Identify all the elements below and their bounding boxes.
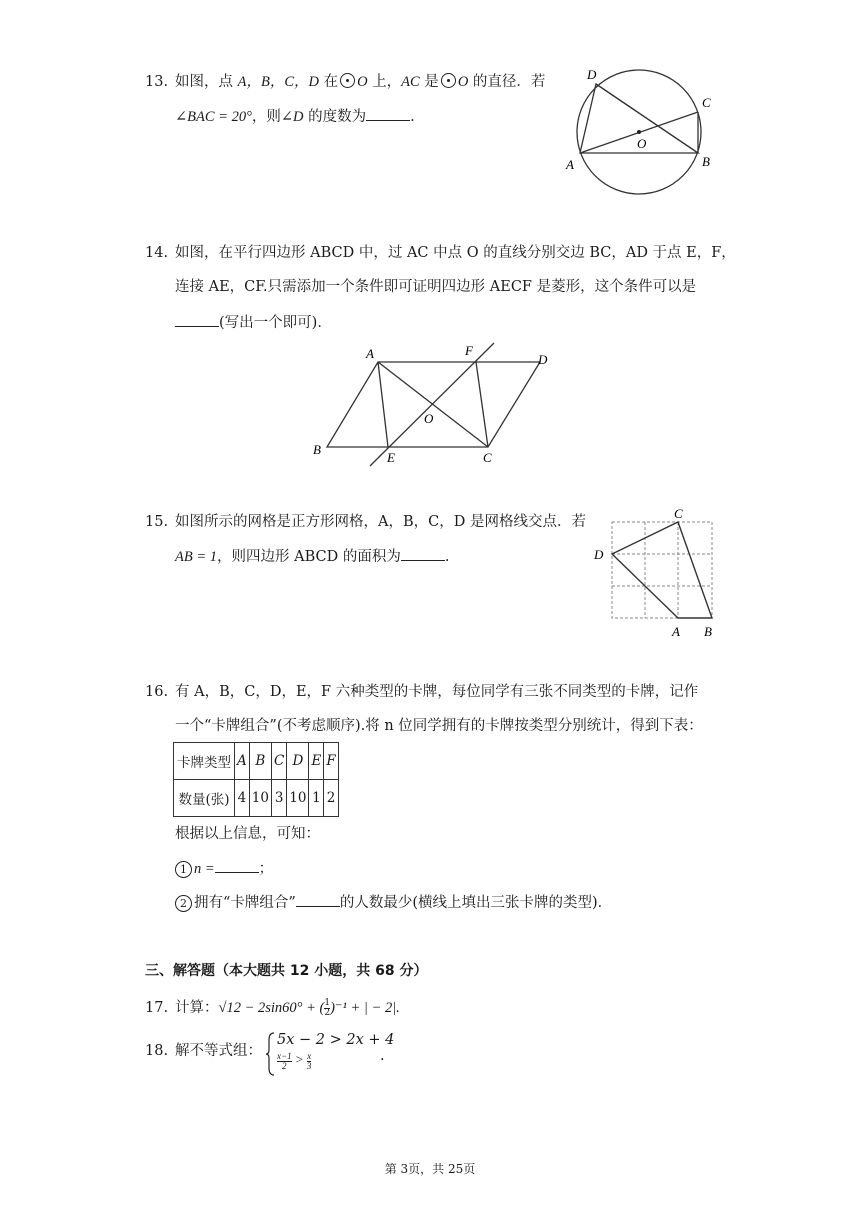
point-label-b: B bbox=[702, 154, 710, 169]
q17-number: 17. bbox=[145, 1000, 169, 1016]
answer-blank bbox=[215, 858, 259, 873]
q15-line1: 如图所示的网格是正方形网格，A，B，C，D 是网格线交点．若 bbox=[175, 514, 586, 530]
table-row-header bbox=[174, 743, 339, 780]
table-cell: F bbox=[324, 743, 338, 780]
inequality-1: 5x − 2 > 2x + 4 bbox=[277, 1032, 395, 1048]
inequality-2: $\frac{x-1}{2}$ > $\frac{x}{3}$ bbox=[277, 1051, 312, 1071]
point-label-f: F bbox=[465, 343, 473, 358]
point-label-c: C bbox=[483, 450, 492, 465]
point-label-d: D bbox=[594, 547, 604, 562]
q18-end: . bbox=[380, 1048, 385, 1064]
q15-grid-figure bbox=[588, 502, 723, 642]
table-cell: 卡牌类型 bbox=[174, 743, 235, 780]
answer-blank bbox=[296, 892, 340, 907]
point-label-d: D bbox=[587, 67, 597, 82]
page-footer: 第 3页，共 25页 bbox=[384, 1162, 476, 1176]
table-cell: E bbox=[309, 743, 324, 780]
q18-label: 解不等式组： bbox=[175, 1043, 262, 1059]
table-cell: D bbox=[287, 743, 309, 780]
answer-blank bbox=[175, 312, 219, 327]
q16-number: 16. bbox=[145, 684, 169, 700]
card-count-table bbox=[173, 742, 339, 817]
section-heading: 三、解答题（本大题共 12 小题，共 68 分） bbox=[145, 963, 428, 979]
q17-expression: 计算：√12 − 2sin60° + ( $\frac{1}{2}$ )⁻¹ + | − 2|. bbox=[175, 997, 400, 1018]
point-label-a: A bbox=[672, 624, 680, 639]
q14-line3: (写出一个即可)． bbox=[175, 312, 332, 333]
point-label-a: A bbox=[366, 346, 374, 361]
q16-line2: 一个“卡牌组合”(不考虑顺序).将 n 位同学拥有的卡牌按类型分别统计，得到下表： bbox=[175, 718, 703, 734]
q16-line1: 有 A，B，C，D，E，F 六种类型的卡牌，每位同学有三张不同类型的卡牌，记作 bbox=[175, 684, 699, 700]
table-cell: 数量(张) bbox=[174, 780, 235, 817]
point-label-b: B bbox=[313, 442, 321, 457]
point-label-e: E bbox=[387, 450, 395, 465]
q18-number: 18. bbox=[145, 1043, 169, 1059]
brace-icon bbox=[265, 1032, 275, 1076]
circled-number-1: 1 bbox=[175, 861, 192, 878]
fraction: $\frac{1}{2}$ bbox=[324, 997, 331, 1018]
point-label-a: A bbox=[566, 157, 574, 172]
q16-sub2: 2 拥有“卡牌组合” 的人数最少(横线上填出三张卡牌的类型)． bbox=[175, 892, 612, 913]
answer-blank bbox=[366, 106, 410, 121]
q15-number: 15. bbox=[145, 514, 169, 530]
table-cell: 1 bbox=[309, 780, 324, 817]
q16-info: 根据以上信息，可知： bbox=[175, 826, 320, 842]
table-cell: C bbox=[271, 743, 286, 780]
q13-line2: ∠BAC = 20°，则∠D 的度数为 . bbox=[175, 106, 415, 127]
q15-line2: AB = 1，则四边形 ABCD 的面积为 . bbox=[175, 546, 449, 567]
circled-number-2: 2 bbox=[175, 895, 192, 912]
q14-line2: 连接 AE，CF.只需添加一个条件即可证明四边形 AECF 是菱形，这个条件可以是 bbox=[175, 279, 697, 295]
table-cell: B bbox=[249, 743, 271, 780]
table-cell: 4 bbox=[235, 780, 250, 817]
point-label-o: O bbox=[424, 411, 434, 426]
q14-number: 14. bbox=[145, 245, 169, 261]
answer-blank bbox=[401, 546, 445, 561]
q18-inequality-system bbox=[265, 1030, 395, 1078]
q13-circle-figure bbox=[560, 62, 720, 202]
point-label-d: D bbox=[538, 352, 548, 367]
table-cell: 10 bbox=[287, 780, 309, 817]
point-label-c: C bbox=[674, 506, 683, 521]
q14-parallelogram-figure bbox=[305, 338, 555, 473]
circle-dot-icon bbox=[441, 73, 456, 88]
point-label-b: B bbox=[704, 624, 712, 639]
q13-line1: 如图，点 A，B，C，D 在 O 上，AC 是 O 的直径．若 bbox=[175, 74, 546, 90]
q16-sub1: 1 n = ； bbox=[175, 858, 273, 879]
point-label-c: C bbox=[702, 95, 711, 110]
table-cell: 3 bbox=[271, 780, 286, 817]
table-row-values bbox=[174, 780, 339, 817]
point-label-o: O bbox=[637, 136, 647, 151]
table-cell: 2 bbox=[324, 780, 338, 817]
q14-line1: 如图，在平行四边形 ABCD 中，过 AC 中点 O 的直线分别交边 BC，AD 于点 E，F， bbox=[175, 245, 736, 261]
table-cell: A bbox=[235, 743, 250, 780]
circle-dot-icon bbox=[340, 73, 355, 88]
table-cell: 10 bbox=[249, 780, 271, 817]
q13-number: 13. bbox=[145, 74, 169, 90]
